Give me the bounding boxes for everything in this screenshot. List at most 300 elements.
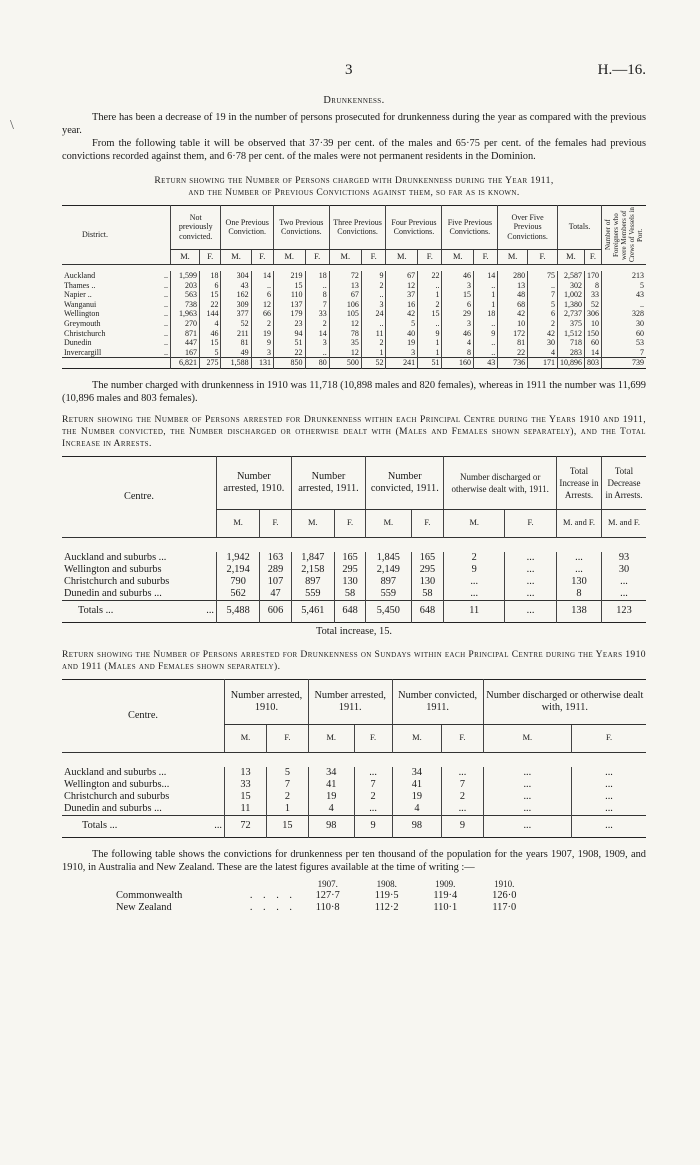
table1-value-cell: 871 [171, 329, 200, 339]
rates-value-cell: 112·2 [374, 901, 399, 913]
table1-f-header: F. [251, 249, 273, 264]
table2-col-header: Number arrested, 1910. [217, 456, 292, 509]
rates-year-header: 1908. [376, 878, 397, 889]
table3-value-cell: ... [572, 779, 646, 791]
table1-total-cell: 6,821 [171, 358, 200, 369]
table1-value-cell: 51 [273, 338, 305, 348]
table1-value-cell: 213 [602, 271, 647, 281]
district-name: Auckland [64, 271, 96, 280]
district-name: Wellington [64, 309, 100, 319]
leader-dots: .. [164, 299, 168, 309]
table1-value-cell: 23 [273, 319, 305, 329]
table1-total-cell: 736 [498, 358, 528, 369]
table3-total-cell: 15 [266, 815, 308, 837]
table1-value-cell: 306 [584, 309, 601, 319]
table1-row [62, 271, 646, 281]
table1-value-cell: 14 [251, 271, 273, 281]
table1-totals-label [62, 358, 171, 369]
table3-totals-row [62, 815, 646, 837]
table2-centre-cell: Christchurch and suburbs [64, 575, 170, 587]
table1-value-cell: 12 [329, 319, 361, 329]
table2-row [62, 576, 646, 588]
table1-value-cell: .. [305, 348, 329, 358]
table1-value-cell: 1 [418, 338, 442, 348]
table1-value-cell: 3 [442, 319, 474, 329]
table1-value-cell: 2 [305, 319, 329, 329]
table3-centre-cell: Auckland and suburbs ... [64, 766, 167, 778]
table1-value-cell: 105 [329, 309, 361, 319]
table3-value-cell: ... [354, 803, 392, 816]
table2-mf-header: M. and F. [602, 509, 647, 537]
rates-country-cell [114, 902, 298, 914]
table2-value-cell: 559 [366, 588, 411, 601]
table1-value-cell: 1 [474, 290, 498, 300]
table3-total-cell: ... [483, 815, 571, 837]
table1-value-cell: 16 [386, 300, 418, 310]
table1-value-cell: 94 [273, 329, 305, 339]
table3-value-cell: 4 [308, 803, 354, 816]
table2-value-cell: ... [557, 552, 602, 564]
country-name: New Zealand [116, 901, 172, 913]
table1-value-cell: .. [474, 281, 498, 291]
table1-f-header: F. [200, 249, 221, 264]
table1-value-cell: 42 [528, 329, 558, 339]
table2-m-header: M. [444, 509, 505, 537]
table1-value-cell: 4 [200, 319, 221, 329]
table3-total-cell: 98 [392, 815, 442, 837]
country-name: Commonwealth [116, 889, 183, 901]
table1-value-cell: .. [305, 281, 329, 291]
table2-value-cell: 1,847 [291, 552, 334, 564]
table3-value-cell: 4 [392, 803, 442, 816]
table2-totals-row [62, 600, 646, 622]
table3-value-cell: 19 [308, 791, 354, 803]
table1-total-cell: 10,896 [557, 358, 584, 369]
table1-value-cell: 150 [584, 329, 601, 339]
table1-group-header: Totals. [557, 206, 601, 250]
table2-value-cell: 295 [334, 564, 365, 576]
rates-table [114, 878, 534, 914]
leader-dots: .. [164, 328, 168, 338]
table2-m-header: M. [366, 509, 411, 537]
table1-district-cell [62, 348, 171, 358]
table1-total-cell: 241 [386, 358, 418, 369]
table3-value-cell: ... [572, 791, 646, 803]
intro-paragraph-1: There has been a decrease of 19 in the number of persons prosecuted for drunkenness during the year as compared with the previous year. [62, 112, 646, 136]
table1-value-cell: 280 [498, 271, 528, 281]
table1-value-cell: 30 [602, 319, 647, 329]
table1-value-cell: 5 [528, 300, 558, 310]
table2-value-cell: 9 [444, 564, 505, 576]
table1-district-cell [62, 338, 171, 348]
table1-total-cell: 739 [602, 358, 647, 369]
table3-m-header: M. [392, 724, 442, 752]
rates-year-header: 1910. [494, 878, 515, 889]
table1-value-cell: 1,512 [557, 329, 584, 339]
table1-value-cell: 7 [602, 348, 647, 358]
table3 [62, 679, 646, 838]
table1-value-cell: 106 [329, 300, 361, 310]
table2-value-cell: ... [505, 588, 557, 601]
table1-foreigners-label: Number of Foreigners who were Members of Crews of Vessels in Port. [604, 207, 644, 263]
table2-value-cell: 2,149 [366, 564, 411, 576]
district-name: Dunedin [64, 338, 92, 348]
table3-value-cell: 11 [225, 803, 267, 816]
table3-col-header: Number discharged or otherwise dealt with, 1911. [483, 679, 646, 724]
table3-f-header: F. [572, 724, 646, 752]
table1-value-cell: 15 [200, 290, 221, 300]
table1-value-cell: 18 [200, 271, 221, 281]
table1-value-cell: 40 [386, 329, 418, 339]
table2-m-header: M. [291, 509, 334, 537]
table2-value-cell: 130 [411, 576, 444, 588]
table1-value-cell: .. [418, 281, 442, 291]
table1-value-cell: 30 [528, 338, 558, 348]
table1-value-cell: 203 [171, 281, 200, 291]
table1-value-cell: 22 [200, 300, 221, 310]
table3-value-cell: ... [483, 803, 571, 816]
table2-value-cell: 163 [260, 552, 291, 564]
table3-value-cell: 34 [392, 767, 442, 779]
table1-value-cell: 53 [602, 338, 647, 348]
table2-value-cell: 130 [334, 576, 365, 588]
table1-value-cell: 3 [386, 348, 418, 358]
totals-label: Totals ... [78, 605, 114, 617]
leader-dots: .. [164, 347, 168, 357]
table1-m-header: M. [221, 249, 251, 264]
rates-year-header: 1907. [317, 878, 338, 889]
table2-value-cell: 2 [444, 552, 505, 564]
table2 [62, 456, 646, 623]
table3-m-header: M. [225, 724, 267, 752]
table1-value-cell: 46 [200, 329, 221, 339]
table1-f-header: F. [528, 249, 558, 264]
leader-dots: ... [206, 605, 214, 617]
table2-m-header: M. [217, 509, 260, 537]
table1-value-cell: .. [528, 281, 558, 291]
table3-value-cell: 7 [354, 779, 392, 791]
table2-row [62, 552, 646, 564]
table1-value-cell: 13 [498, 281, 528, 291]
table2-value-cell: ... [557, 564, 602, 576]
document-code: H.—16. [597, 62, 646, 78]
table1-value-cell: 42 [386, 309, 418, 319]
table1-title [62, 175, 646, 199]
table3-value-cell: 2 [266, 791, 308, 803]
table1-value-cell: 67 [329, 290, 361, 300]
table2-centre-cell: Dunedin and suburbs ... [64, 587, 162, 599]
table1-value-cell: 42 [498, 309, 528, 319]
table2-value-cell: ... [602, 588, 647, 601]
table1-value-cell: 137 [273, 300, 305, 310]
table3-value-cell: ... [483, 767, 571, 779]
district-name: Wanganui [64, 299, 97, 309]
rates-value-cell: 119·5 [374, 889, 399, 901]
table1-value-cell: 7 [528, 290, 558, 300]
table1-total-cell: 51 [418, 358, 442, 369]
table3-row [62, 767, 646, 779]
table3-centre-cell: Christchurch and suburbs [64, 790, 170, 802]
table1-district-cell [62, 271, 171, 281]
district-name: Napier .. [64, 290, 92, 300]
table1-row [62, 300, 646, 310]
table3-value-cell: 2 [354, 791, 392, 803]
table1-total-cell: 850 [273, 358, 305, 369]
table1-value-cell: 15 [442, 290, 474, 300]
table1-row [62, 309, 646, 319]
table1-value-cell: 15 [418, 309, 442, 319]
table2-note: Total increase, 15. [315, 625, 393, 637]
paragraph-after-table1: The number charged with drunkenness in 1910 was 11,718 (10,898 males and 820 females), whereas in 1911 the number was 11,699 (10,896 males and 803 females). [62, 379, 646, 404]
table2-value-cell: 897 [291, 576, 334, 588]
table2-mf-header: M. and F. [557, 509, 602, 537]
table1-value-cell: 24 [361, 309, 386, 319]
table1-row [62, 329, 646, 339]
table3-m-header: M. [308, 724, 354, 752]
table1-value-cell: 19 [251, 329, 273, 339]
table1-value-cell: .. [251, 281, 273, 291]
margin-mark: \ [10, 118, 14, 133]
table1-value-cell: 1,380 [557, 300, 584, 310]
table2-value-cell: 165 [411, 552, 444, 564]
table1-value-cell: 11 [361, 329, 386, 339]
table1-value-cell: 22 [273, 348, 305, 358]
table1-row [62, 348, 646, 358]
table1-value-cell: .. [474, 319, 498, 329]
leader-dots: .. [164, 271, 168, 280]
table1-district-cell [62, 300, 171, 310]
table1-value-cell: 172 [498, 329, 528, 339]
leader-dots: .. [164, 309, 168, 319]
table1-m-header: M. [498, 249, 528, 264]
leader-dots: .. [164, 318, 168, 328]
table2-value-cell: ... [444, 588, 505, 601]
table1-value-cell: 563 [171, 290, 200, 300]
table3-value-cell: 5 [266, 767, 308, 779]
table1-title-line2: and the Number of Previous Convictions against them, so far as is known. [188, 187, 520, 198]
table1-value-cell: 9 [474, 329, 498, 339]
table3-value-cell: ... [442, 767, 483, 779]
table3-total-cell: 72 [225, 815, 267, 837]
leader-dots: .. [164, 338, 168, 348]
table2-row [62, 564, 646, 576]
table1-total-cell: 171 [528, 358, 558, 369]
table1-value-cell: 33 [305, 309, 329, 319]
table1-value-cell: 2 [251, 319, 273, 329]
table2-value-cell: 58 [334, 588, 365, 601]
table3-value-cell: ... [483, 791, 571, 803]
table1-value-cell: 29 [442, 309, 474, 319]
table3-value-cell: ... [442, 803, 483, 816]
table1-value-cell: 738 [171, 300, 200, 310]
table1-value-cell: 43 [221, 281, 251, 291]
table1-value-cell: 18 [474, 309, 498, 319]
table3-value-cell: 34 [308, 767, 354, 779]
table2-value-cell: 93 [602, 552, 647, 564]
table3-f-header: F. [354, 724, 392, 752]
table2-value-cell: 2,194 [217, 564, 260, 576]
table3-row [62, 791, 646, 803]
table3-value-cell: ... [572, 803, 646, 816]
table1-value-cell: .. [474, 348, 498, 358]
table1-total-cell: 500 [329, 358, 361, 369]
table1-district-cell [62, 319, 171, 329]
table3-value-cell: ... [572, 767, 646, 779]
table1-value-cell: 447 [171, 338, 200, 348]
table1-m-header: M. [557, 249, 584, 264]
table3-value-cell: 19 [392, 791, 442, 803]
table1-value-cell: 3 [305, 338, 329, 348]
table1-value-cell: 211 [221, 329, 251, 339]
table1-value-cell: 8 [442, 348, 474, 358]
leader-dots: .. [164, 290, 168, 300]
table1-total-cell: 80 [305, 358, 329, 369]
table1-value-cell: 43 [602, 290, 647, 300]
rates-row [114, 902, 534, 914]
table1-value-cell: 10 [498, 319, 528, 329]
rates-value-cell: 127·7 [315, 889, 340, 901]
table1-total-cell: 1,588 [221, 358, 251, 369]
table1-value-cell: 179 [273, 309, 305, 319]
table2-value-cell: 790 [217, 576, 260, 588]
table1-value-cell: .. [418, 319, 442, 329]
table1-total-cell: 43 [474, 358, 498, 369]
table1-value-cell: 328 [602, 309, 647, 319]
table1-total-cell: 803 [584, 358, 601, 369]
table1-value-cell: 15 [273, 281, 305, 291]
table2-value-cell: 897 [366, 576, 411, 588]
leader-dots: .. [164, 280, 168, 290]
table1-value-cell: 375 [557, 319, 584, 329]
table1-value-cell: 49 [221, 348, 251, 358]
table1-value-cell: 2 [361, 281, 386, 291]
table3-value-cell: 13 [225, 767, 267, 779]
table2-col-header: Number convicted, 1911. [366, 456, 444, 509]
table1-title-line1: Return showing the Number of Persons charged with Drunkenness during the Year 1911, [154, 175, 554, 186]
table1-value-cell: 10 [584, 319, 601, 329]
table1-district-cell [62, 290, 171, 300]
table1-value-cell: 6 [251, 290, 273, 300]
table3-totals-label-cell [62, 815, 225, 837]
table3-col-header: Number arrested, 1911. [308, 679, 392, 724]
table2-f-header: F. [260, 509, 291, 537]
table1-value-cell: 14 [305, 329, 329, 339]
table2-value-cell: 8 [557, 588, 602, 601]
table2-value-cell: 30 [602, 564, 647, 576]
table1-value-cell: 377 [221, 309, 251, 319]
table3-value-cell: ... [483, 779, 571, 791]
table1-value-cell: 67 [386, 271, 418, 281]
table1 [62, 205, 646, 369]
table1-value-cell: 7 [305, 300, 329, 310]
table1-value-cell: 6 [442, 300, 474, 310]
table2-row [62, 588, 646, 601]
table1-value-cell: 5 [200, 348, 221, 358]
table1-row [62, 338, 646, 348]
table3-centre-header: Centre. [62, 679, 225, 752]
totals-label: Totals ... [82, 820, 118, 832]
table1-value-cell: 12 [251, 300, 273, 310]
table1-value-cell: 3 [442, 281, 474, 291]
table1-value-cell: 60 [602, 329, 647, 339]
table1-total-cell: 160 [442, 358, 474, 369]
table1-value-cell: .. [361, 290, 386, 300]
table1-value-cell: 718 [557, 338, 584, 348]
rates-value-cell: 119·4 [433, 889, 458, 901]
table1-value-cell: 52 [584, 300, 601, 310]
table2-col-header: Total Decrease in Arrests. [602, 456, 647, 509]
table2-centre-header: Centre. [62, 456, 217, 537]
table2-value-cell: 295 [411, 564, 444, 576]
table3-value-cell: 41 [392, 779, 442, 791]
table1-value-cell: 8 [305, 290, 329, 300]
document-page [62, 62, 646, 914]
table1-value-cell: 12 [386, 281, 418, 291]
table2-total-cell: 648 [334, 600, 365, 622]
table2-col-header: Number arrested, 1911. [291, 456, 366, 509]
table2-total-cell: 138 [557, 600, 602, 622]
table1-value-cell: 12 [329, 348, 361, 358]
table2-value-cell: 1,942 [217, 552, 260, 564]
table2-total-cell: 11 [444, 600, 505, 622]
table1-value-cell: 2 [528, 319, 558, 329]
rates-year-header: 1909. [435, 878, 456, 889]
table1-value-cell: 72 [329, 271, 361, 281]
table1-value-cell: 1 [474, 300, 498, 310]
table1-value-cell: .. [602, 300, 647, 310]
table1-value-cell: 14 [474, 271, 498, 281]
table2-col-header: Number discharged or otherwise dealt with, 1911. [444, 456, 557, 509]
table2-f-header: F. [411, 509, 444, 537]
table2-centre-cell: Wellington and suburbs [64, 563, 162, 575]
table1-value-cell: 3 [361, 300, 386, 310]
table1-value-cell: 18 [305, 271, 329, 281]
table1-value-cell: 33 [584, 290, 601, 300]
page-header [62, 62, 646, 88]
table1-value-cell: 1,599 [171, 271, 200, 281]
table1-value-cell: 1 [361, 348, 386, 358]
table1-value-cell: 2,587 [557, 271, 584, 281]
page-number: 3 [345, 62, 353, 78]
table3-f-header: F. [266, 724, 308, 752]
table1-group-header: One Previous Conviction. [221, 206, 273, 250]
table3-value-cell: 2 [442, 791, 483, 803]
table2-value-cell: 47 [260, 588, 291, 601]
table1-value-cell: 9 [361, 271, 386, 281]
table1-m-header: M. [171, 249, 200, 264]
table3-centre-cell: Dunedin and suburbs ... [64, 802, 162, 814]
table2-value-cell: ... [505, 576, 557, 588]
rates-country-cell [114, 890, 298, 902]
table1-row [62, 319, 646, 329]
table1-value-cell: 8 [584, 281, 601, 291]
rates-value-cell: 110·1 [433, 901, 458, 913]
table2-total-cell: 123 [602, 600, 647, 622]
table1-value-cell: 60 [584, 338, 601, 348]
leader-dots: . . . . [249, 889, 296, 901]
district-name: Christchurch [64, 328, 106, 338]
table2-total-cell: 606 [260, 600, 291, 622]
table1-value-cell: 78 [329, 329, 361, 339]
table2-value-cell: 58 [411, 588, 444, 601]
table1-value-cell: .. [474, 338, 498, 348]
table1-value-cell: 46 [442, 329, 474, 339]
table3-total-cell: 9 [354, 815, 392, 837]
table1-value-cell: 14 [584, 348, 601, 358]
intro-paragraph-2: From the following table it will be observed that 37·39 per cent. of the males and 65·75 per cent. of the females had previous convictions recorded against them, and 6·78 per cent. of the males were not permanent residents in the Dominion. [62, 138, 646, 162]
table3-total-cell: ... [572, 815, 646, 837]
table1-m-header: M. [329, 249, 361, 264]
